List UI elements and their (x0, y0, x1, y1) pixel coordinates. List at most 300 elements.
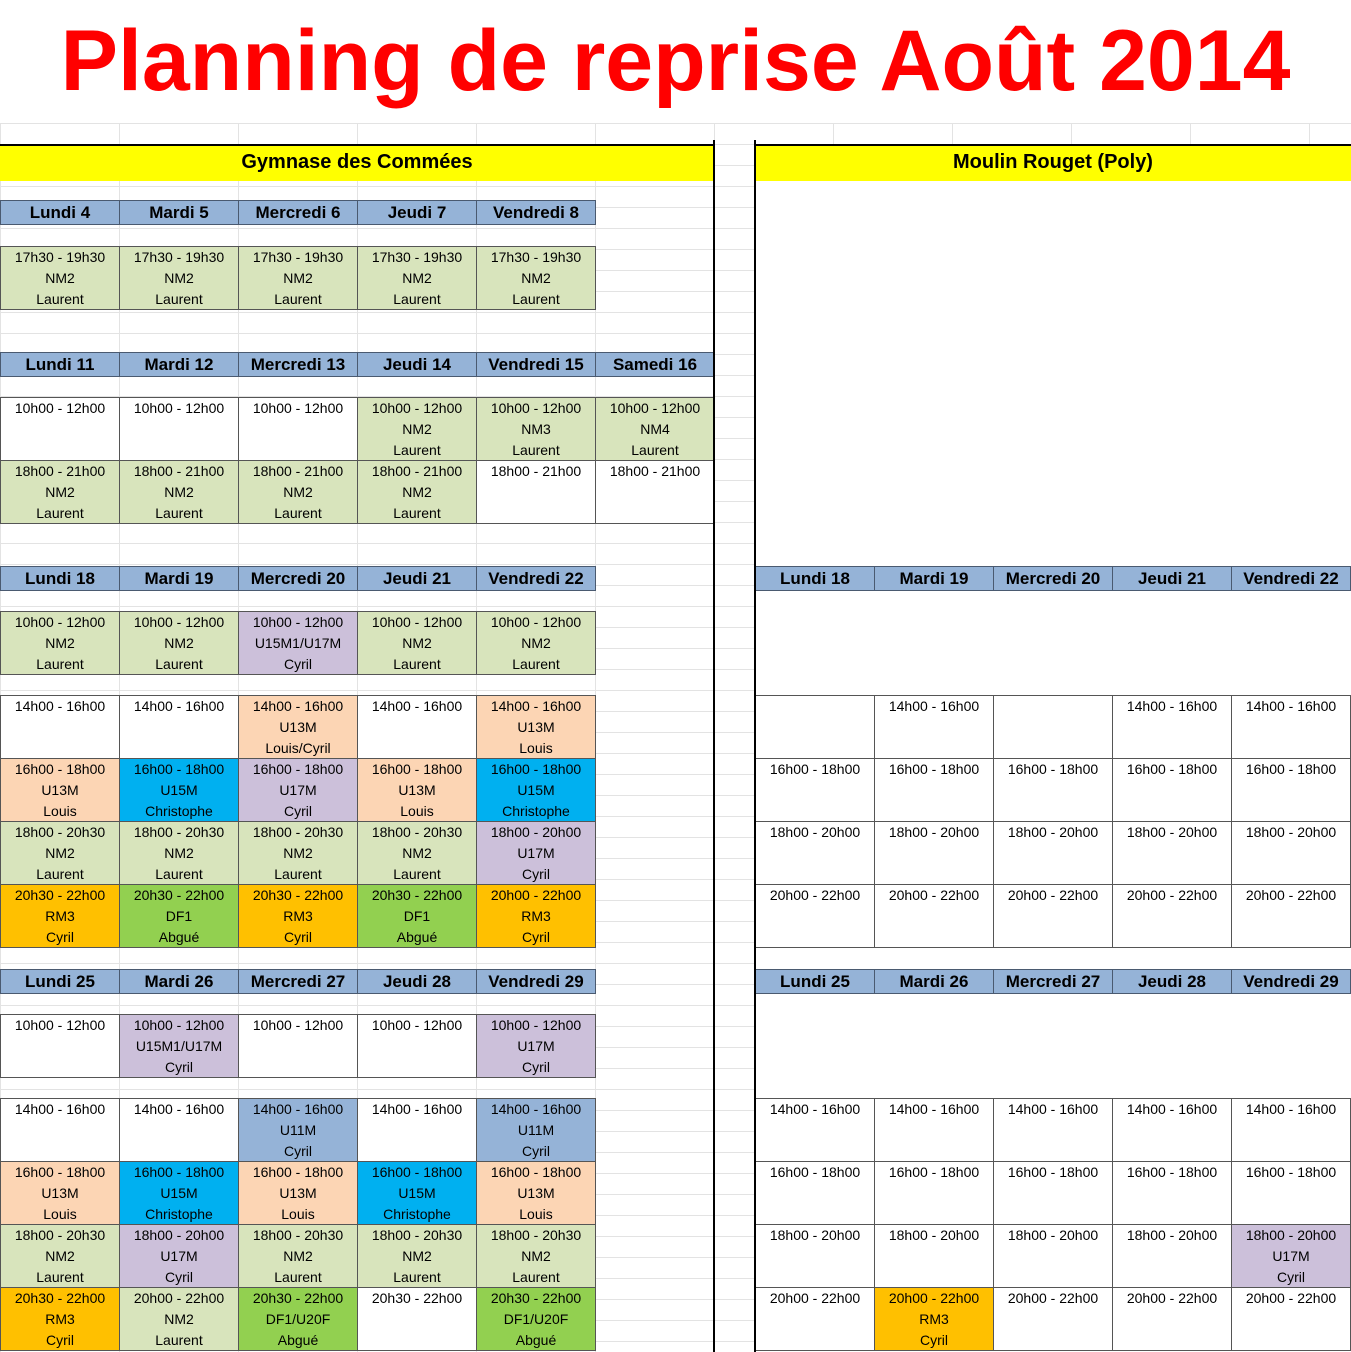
session-cell (874, 821, 994, 885)
session-cell (1231, 884, 1351, 948)
session-time: 14h00 - 16h00 (371, 1101, 463, 1117)
session-time: 10h00 - 12h00 (133, 400, 225, 416)
session-time: 14h00 - 16h00 (490, 698, 582, 714)
title-band (0, 0, 1351, 123)
session-time: 10h00 - 12h00 (133, 1017, 225, 1033)
session-time: 16h00 - 18h00 (1007, 1164, 1099, 1180)
day-header: Jeudi 7 (357, 200, 477, 225)
session-cell (119, 1014, 239, 1078)
session-cell (755, 758, 875, 822)
session-cell (238, 246, 358, 310)
session-time: 14h00 - 16h00 (1245, 698, 1337, 714)
session-cell (238, 460, 358, 524)
session-team: U17M (517, 1038, 555, 1054)
session-cell (476, 397, 596, 461)
session-time: 16h00 - 18h00 (490, 761, 582, 777)
page-title: Planning de reprise Août 2014 (60, 13, 1291, 109)
session-cell (238, 1098, 358, 1162)
day-header: Mardi 5 (119, 200, 239, 225)
session-cell (0, 1014, 120, 1078)
session-team: U13M (279, 719, 317, 735)
session-coach: Laurent (274, 866, 322, 882)
session-coach: Laurent (155, 656, 203, 672)
venue-border-line (754, 140, 756, 540)
session-team: NM2 (45, 845, 75, 861)
session-coach: Cyril (46, 929, 74, 945)
session-cell (993, 1098, 1113, 1162)
day-header: Jeudi 28 (357, 969, 477, 994)
session-coach: Laurent (274, 291, 322, 307)
session-time: 16h00 - 18h00 (252, 761, 344, 777)
session-time: 14h00 - 16h00 (252, 698, 344, 714)
session-time: 20h30 - 22h00 (133, 887, 225, 903)
session-time: 10h00 - 12h00 (609, 400, 701, 416)
session-time: 20h30 - 22h00 (252, 887, 344, 903)
venue-border-line (754, 540, 756, 947)
session-time: 20h30 - 22h00 (252, 1290, 344, 1306)
session-team: NM2 (164, 1311, 194, 1327)
session-time: 14h00 - 16h00 (1007, 1101, 1099, 1117)
day-header: Vendredi 22 (476, 566, 596, 591)
session-time: 10h00 - 12h00 (490, 1017, 582, 1033)
session-time: 20h00 - 22h00 (1007, 887, 1099, 903)
session-coach: Laurent (512, 656, 560, 672)
session-team: DF1/U20F (265, 1311, 331, 1327)
session-time: 14h00 - 16h00 (14, 698, 106, 714)
session-cell (357, 246, 477, 310)
session-time: 18h00 - 20h00 (1007, 1227, 1099, 1243)
session-time: 20h00 - 22h00 (888, 887, 980, 903)
session-time: 20h00 - 22h00 (769, 1290, 861, 1306)
session-coach: Laurent (36, 291, 84, 307)
session-time: 16h00 - 18h00 (1007, 761, 1099, 777)
session-cell (1231, 1224, 1351, 1288)
session-time: 18h00 - 20h30 (252, 824, 344, 840)
session-cell (357, 821, 477, 885)
session-time: 16h00 - 18h00 (371, 1164, 463, 1180)
session-coach: Cyril (284, 1143, 312, 1159)
session-time: 16h00 - 18h00 (371, 761, 463, 777)
session-cell (1112, 1287, 1232, 1351)
day-header: Lundi 18 (0, 566, 120, 591)
session-cell (119, 397, 239, 461)
session-cell (874, 695, 994, 759)
session-time: 14h00 - 16h00 (14, 1101, 106, 1117)
session-time: 16h00 - 18h00 (14, 1164, 106, 1180)
session-coach: Laurent (155, 291, 203, 307)
session-time: 14h00 - 16h00 (1126, 1101, 1218, 1117)
session-cell (476, 695, 596, 759)
session-time: 18h00 - 21h00 (609, 463, 701, 479)
session-cell (1112, 695, 1232, 759)
session-time: 10h00 - 12h00 (14, 614, 106, 630)
session-cell (1231, 1287, 1351, 1351)
session-team: NM2 (283, 270, 313, 286)
session-time: 16h00 - 18h00 (888, 761, 980, 777)
day-header: Mardi 19 (119, 566, 239, 591)
venue-border-line (713, 540, 715, 947)
session-time: 16h00 - 18h00 (1245, 761, 1337, 777)
session-cell (238, 1224, 358, 1288)
session-cell (874, 758, 994, 822)
session-cell (476, 758, 596, 822)
session-coach: Louis (43, 803, 77, 819)
session-team: DF1 (403, 908, 431, 924)
session-team: DF1 (165, 908, 193, 924)
day-header: Lundi 4 (0, 200, 120, 225)
session-coach: Abgué (396, 929, 438, 945)
session-time: 16h00 - 18h00 (888, 1164, 980, 1180)
session-cell (238, 1014, 358, 1078)
session-cell (357, 1098, 477, 1162)
session-team: NM2 (402, 635, 432, 651)
session-coach: Christophe (145, 1206, 213, 1222)
day-header: Mardi 12 (119, 352, 239, 377)
session-cell (238, 821, 358, 885)
session-team: U17M (1272, 1248, 1310, 1264)
session-team: NM2 (521, 1248, 551, 1264)
session-team: RM3 (919, 1311, 949, 1327)
day-header: Mardi 26 (119, 969, 239, 994)
session-coach: Laurent (36, 866, 84, 882)
session-cell (119, 611, 239, 675)
session-cell (238, 1287, 358, 1351)
venue-border-line (713, 140, 715, 540)
session-team: NM2 (283, 484, 313, 500)
venue-panel-background (755, 144, 1351, 544)
session-team: NM2 (45, 1248, 75, 1264)
session-cell (238, 695, 358, 759)
session-cell (119, 460, 239, 524)
day-header: Mercredi 13 (238, 352, 358, 377)
session-cell (1231, 821, 1351, 885)
session-coach: Laurent (274, 1269, 322, 1285)
session-cell (1112, 758, 1232, 822)
session-time: 18h00 - 20h00 (1245, 1227, 1337, 1243)
day-header: Vendredi 29 (1231, 969, 1351, 994)
day-header: Mercredi 20 (238, 566, 358, 591)
session-time: 18h00 - 20h30 (14, 824, 106, 840)
session-cell (0, 821, 120, 885)
session-time: 10h00 - 12h00 (14, 400, 106, 416)
day-header: Samedi 16 (595, 352, 715, 377)
session-team: RM3 (521, 908, 551, 924)
day-header: Lundi 25 (755, 969, 875, 994)
session-time: 10h00 - 12h00 (252, 1017, 344, 1033)
session-cell (119, 1224, 239, 1288)
session-cell (1112, 1224, 1232, 1288)
session-time: 14h00 - 16h00 (769, 1101, 861, 1117)
session-time: 10h00 - 12h00 (371, 1017, 463, 1033)
session-coach: Laurent (155, 866, 203, 882)
session-cell (874, 884, 994, 948)
session-cell (119, 1161, 239, 1225)
session-time: 20h00 - 22h00 (490, 887, 582, 903)
session-team: NM2 (283, 845, 313, 861)
session-time: 18h00 - 20h00 (769, 824, 861, 840)
day-header: Lundi 11 (0, 352, 120, 377)
session-time: 10h00 - 12h00 (133, 614, 225, 630)
session-time: 20h30 - 22h00 (14, 887, 106, 903)
session-time: 10h00 - 12h00 (490, 614, 582, 630)
session-time: 18h00 - 20h00 (1126, 824, 1218, 840)
session-cell (476, 460, 596, 524)
session-team: NM2 (402, 484, 432, 500)
session-cell (1112, 1098, 1232, 1162)
session-coach: Cyril (522, 1143, 550, 1159)
session-cell (0, 611, 120, 675)
session-time: 20h00 - 22h00 (133, 1290, 225, 1306)
session-time: 20h00 - 22h00 (1126, 1290, 1218, 1306)
session-cell (993, 884, 1113, 948)
session-coach: Laurent (155, 505, 203, 521)
session-time: 18h00 - 21h00 (371, 463, 463, 479)
session-cell (476, 611, 596, 675)
session-time: 18h00 - 20h00 (1245, 824, 1337, 840)
session-coach: Laurent (393, 1269, 441, 1285)
session-time: 18h00 - 20h30 (133, 824, 225, 840)
session-time: 16h00 - 18h00 (490, 1164, 582, 1180)
session-time: 20h00 - 22h00 (1126, 887, 1218, 903)
day-header: Vendredi 8 (476, 200, 596, 225)
venue-header: Moulin Rouget (Poly) (755, 144, 1351, 181)
session-cell (119, 246, 239, 310)
session-coach: Cyril (522, 1059, 550, 1075)
session-team: NM2 (164, 635, 194, 651)
session-coach: Louis/Cyril (265, 740, 331, 756)
session-team: NM2 (164, 270, 194, 286)
session-time: 18h00 - 20h00 (769, 1227, 861, 1243)
session-team: RM3 (45, 908, 75, 924)
session-coach: Louis (519, 1206, 553, 1222)
session-time: 18h00 - 20h30 (14, 1227, 106, 1243)
session-time: 14h00 - 16h00 (1245, 1101, 1337, 1117)
session-cell (119, 821, 239, 885)
session-cell (595, 460, 715, 524)
session-time: 18h00 - 20h30 (490, 1227, 582, 1243)
session-cell (755, 1224, 875, 1288)
session-cell (238, 397, 358, 461)
session-team: U15M1/U17M (135, 1038, 223, 1054)
session-time: 18h00 - 21h00 (252, 463, 344, 479)
session-cell (357, 397, 477, 461)
session-cell (993, 1224, 1113, 1288)
session-time: 14h00 - 16h00 (1126, 698, 1218, 714)
session-team: RM3 (283, 908, 313, 924)
session-cell (755, 821, 875, 885)
session-coach: Laurent (393, 442, 441, 458)
session-coach: Cyril (284, 656, 312, 672)
session-time: 18h00 - 20h00 (490, 824, 582, 840)
session-cell (874, 1161, 994, 1225)
session-time: 18h00 - 20h00 (888, 824, 980, 840)
session-cell (0, 1287, 120, 1351)
session-time: 17h30 - 19h30 (490, 249, 582, 265)
session-team: NM4 (640, 421, 670, 437)
session-cell (1231, 758, 1351, 822)
session-time: 14h00 - 16h00 (888, 698, 980, 714)
session-cell (0, 1224, 120, 1288)
session-cell (119, 695, 239, 759)
session-cell (119, 1098, 239, 1162)
session-time: 18h00 - 21h00 (14, 463, 106, 479)
session-cell (476, 1098, 596, 1162)
session-time: 10h00 - 12h00 (371, 614, 463, 630)
session-cell (119, 884, 239, 948)
session-cell (993, 1287, 1113, 1351)
session-team: U13M (41, 782, 79, 798)
session-time: 20h30 - 22h00 (14, 1290, 106, 1306)
day-header: Lundi 18 (755, 566, 875, 591)
session-cell (238, 1161, 358, 1225)
session-coach: Cyril (165, 1269, 193, 1285)
session-coach: Abgué (277, 1332, 319, 1348)
session-cell (0, 246, 120, 310)
session-team: NM3 (521, 421, 551, 437)
session-team: NM2 (164, 845, 194, 861)
session-coach: Louis (400, 803, 434, 819)
session-team: U11M (279, 1122, 317, 1138)
session-coach: Laurent (393, 505, 441, 521)
session-cell (0, 1161, 120, 1225)
session-team: U15M1/U17M (254, 635, 342, 651)
session-cell (1112, 1161, 1232, 1225)
session-time: 20h30 - 22h00 (371, 887, 463, 903)
session-coach: Laurent (393, 866, 441, 882)
session-coach: Louis (519, 740, 553, 756)
session-cell (476, 246, 596, 310)
session-coach: Laurent (36, 1269, 84, 1285)
day-header: Lundi 25 (0, 969, 120, 994)
day-header: Mardi 19 (874, 566, 994, 591)
session-cell (993, 758, 1113, 822)
session-time: 14h00 - 16h00 (133, 1101, 225, 1117)
session-time: 20h30 - 22h00 (371, 1290, 463, 1306)
session-coach: Laurent (393, 291, 441, 307)
session-cell (357, 1161, 477, 1225)
session-cell (1231, 1098, 1351, 1162)
session-time: 20h30 - 22h00 (490, 1290, 582, 1306)
session-time: 14h00 - 16h00 (252, 1101, 344, 1117)
session-time: 18h00 - 20h30 (371, 1227, 463, 1243)
session-team: NM2 (402, 270, 432, 286)
session-coach: Laurent (512, 1269, 560, 1285)
session-time: 16h00 - 18h00 (133, 761, 225, 777)
session-coach: Abgué (158, 929, 200, 945)
session-time: 16h00 - 18h00 (252, 1164, 344, 1180)
session-cell (357, 1014, 477, 1078)
venue-border-line (713, 947, 715, 1352)
day-header: Mercredi 6 (238, 200, 358, 225)
session-team: U13M (517, 1185, 555, 1201)
session-time: 17h30 - 19h30 (14, 249, 106, 265)
session-cell (993, 1161, 1113, 1225)
session-coach: Cyril (46, 1332, 74, 1348)
session-cell (238, 758, 358, 822)
session-cell (357, 460, 477, 524)
session-cell (755, 1098, 875, 1162)
session-team: DF1/U20F (503, 1311, 569, 1327)
session-time: 10h00 - 12h00 (490, 400, 582, 416)
session-cell (238, 884, 358, 948)
session-cell (357, 1224, 477, 1288)
day-header: Jeudi 28 (1112, 969, 1232, 994)
session-cell (993, 821, 1113, 885)
day-header: Mercredi 20 (993, 566, 1113, 591)
session-time: 18h00 - 20h30 (371, 824, 463, 840)
session-team: NM2 (402, 421, 432, 437)
session-coach: Cyril (284, 929, 312, 945)
session-coach: Christophe (502, 803, 570, 819)
session-cell (357, 695, 477, 759)
session-cell (755, 884, 875, 948)
session-team: U15M (398, 1185, 436, 1201)
session-team: U17M (517, 845, 555, 861)
session-time: 14h00 - 16h00 (888, 1101, 980, 1117)
session-cell (0, 695, 120, 759)
session-team: U15M (160, 1185, 198, 1201)
session-team: NM2 (283, 1248, 313, 1264)
session-cell (476, 1014, 596, 1078)
session-time: 17h30 - 19h30 (371, 249, 463, 265)
session-time: 18h00 - 21h00 (133, 463, 225, 479)
session-team: U13M (279, 1185, 317, 1201)
session-time: 18h00 - 21h00 (490, 463, 582, 479)
session-time: 10h00 - 12h00 (252, 614, 344, 630)
session-coach: Louis (43, 1206, 77, 1222)
session-coach: Christophe (383, 1206, 451, 1222)
session-team: NM2 (45, 484, 75, 500)
session-team: U13M (41, 1185, 79, 1201)
day-header: Mercredi 27 (993, 969, 1113, 994)
session-cell (1231, 695, 1351, 759)
session-coach: Laurent (512, 291, 560, 307)
session-team: U13M (398, 782, 436, 798)
session-time: 10h00 - 12h00 (252, 400, 344, 416)
session-time: 14h00 - 16h00 (133, 698, 225, 714)
session-cell (476, 1287, 596, 1351)
session-cell (357, 1287, 477, 1351)
session-coach: Laurent (36, 505, 84, 521)
session-cell (1231, 1161, 1351, 1225)
day-header: Jeudi 21 (1112, 566, 1232, 591)
session-time: 20h00 - 22h00 (1245, 1290, 1337, 1306)
venue-border-line (754, 144, 1351, 146)
session-cell (357, 758, 477, 822)
session-time: 20h00 - 22h00 (1245, 887, 1337, 903)
session-time: 16h00 - 18h00 (769, 1164, 861, 1180)
session-time: 16h00 - 18h00 (133, 1164, 225, 1180)
day-header: Mardi 26 (874, 969, 994, 994)
session-time: 20h00 - 22h00 (1007, 1290, 1099, 1306)
session-cell (874, 1224, 994, 1288)
session-time: 18h00 - 20h00 (133, 1227, 225, 1243)
session-coach: Cyril (920, 1332, 948, 1348)
session-coach: Cyril (165, 1059, 193, 1075)
session-time: 17h30 - 19h30 (252, 249, 344, 265)
session-team: U11M (517, 1122, 555, 1138)
session-time: 18h00 - 20h30 (252, 1227, 344, 1243)
session-cell (0, 1098, 120, 1162)
session-cell (119, 758, 239, 822)
session-team: NM2 (402, 1248, 432, 1264)
session-cell (1112, 884, 1232, 948)
session-team: U17M (279, 782, 317, 798)
session-coach: Laurent (512, 442, 560, 458)
session-cell (755, 1161, 875, 1225)
session-team: RM3 (45, 1311, 75, 1327)
day-header: Jeudi 21 (357, 566, 477, 591)
